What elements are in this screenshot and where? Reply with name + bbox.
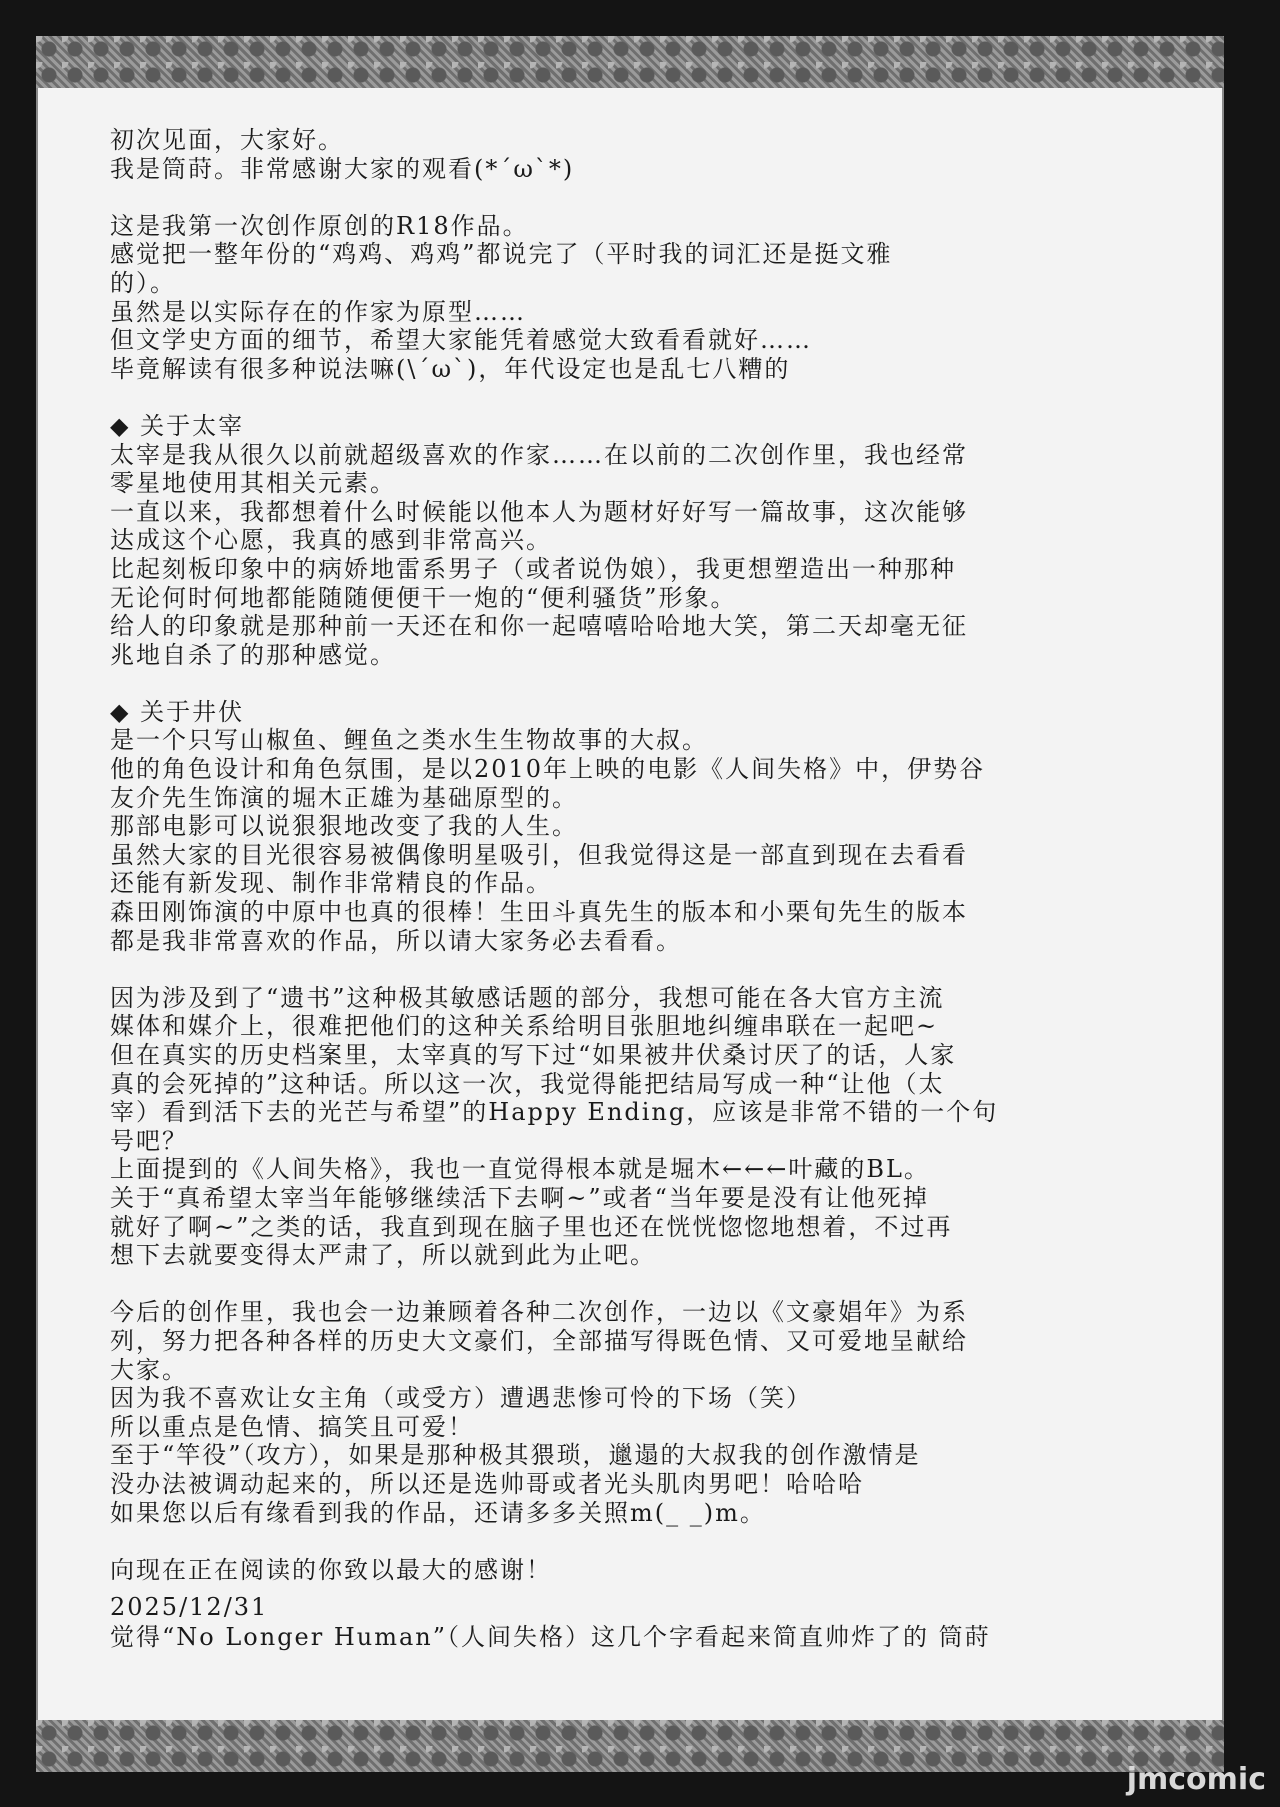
text-line: 今后的创作里，我也会一边兼顾着各种二次创作，一边以《文豪娼年》为系 — [110, 1298, 968, 1327]
text-line: 初次见面，大家好。 — [110, 126, 344, 154]
text-line: 真的会死掉的”这种话。所以这一次，我觉得能把结局写成一种“让他（太 — [110, 1069, 945, 1098]
text-line: 没办法被调动起来的，所以还是选帅哥或者光头肌肉男吧！哈哈哈 — [110, 1469, 864, 1498]
text-line: 关于“真希望太宰当年能够继续活下去啊~”或者“当年要是没有让他死掉 — [110, 1183, 929, 1212]
text-line: 一直以来，我都想着什么时候能以他本人为题材好好写一篇故事，这次能够 — [110, 497, 968, 526]
text-line: 无论何时何地都能随随便便干一炮的“便利骚货”形象。 — [110, 583, 737, 612]
text-line: 是一个只写山椒鱼、鲤鱼之类水生生物故事的大叔。 — [110, 726, 708, 755]
text-line: 虽然是以实际存在的作家为原型…… — [110, 297, 526, 326]
text-line: 向现在正在阅读的你致以最大的感谢！ — [110, 1555, 552, 1584]
text-line: 还能有新发现、制作非常精良的作品。 — [110, 869, 552, 898]
text-line: 因为我不喜欢让女主角（或受方）遭遇悲惨可怜的下场（笑） — [110, 1384, 812, 1413]
text-line: 虽然大家的目光很容易被偶像明星吸引，但我觉得这是一部直到现在去看看 — [110, 840, 968, 869]
paragraph-gap — [110, 383, 1130, 412]
paragraph-gap — [110, 1527, 1130, 1556]
text-line: 上面提到的《人间失格》，我也一直觉得根本就是堀木←←←叶藏的BL。 — [110, 1155, 930, 1184]
text-line: 号吧？ — [110, 1126, 188, 1155]
signoff-date: 2025/12/31 — [110, 1593, 269, 1621]
text-line: 兆地自杀了的那种感觉。 — [110, 640, 396, 669]
text-line: 但在真实的历史档案里，太宰真的写下过“如果被井伏桑讨厌了的话，人家 — [110, 1041, 957, 1069]
text-line: 他的角色设计和角色氛围，是以2010年上映的电影《人间失格》中，伊势谷 — [110, 755, 986, 784]
paragraph-gap — [110, 183, 1130, 212]
text-line: 达成这个心愿，我真的感到非常高兴。 — [110, 526, 552, 555]
text-line: 都是我非常喜欢的作品，所以请大家务必去看看。 — [110, 926, 682, 955]
text-line: 给人的印象就是那种前一天还在和你一起嘻嘻哈哈地大笑，第二天却毫无征 — [110, 612, 968, 641]
text-line: 因为涉及到了“遗书”这种极其敏感话题的部分，我想可能在各大官方主流 — [110, 983, 945, 1012]
text-line: 列，努力把各种各样的历史大文豪们，全部描写得既色情、又可爱地呈献给 — [110, 1326, 968, 1355]
text-line: 就好了啊~”之类的话，我直到现在脑子里也还在恍恍惚惚地想着，不过再 — [110, 1212, 953, 1241]
text-line: 那部电影可以说狠狠地改变了我的人生。 — [110, 812, 578, 841]
text-line: 感觉把一整年份的“鸡鸡、鸡鸡”都说完了（平时我的词汇还是挺文雅 — [110, 240, 893, 269]
paragraph-gap — [110, 1270, 1130, 1299]
signoff — [110, 1592, 1160, 1652]
signoff-line: 觉得“No Longer Human”（人间失格）这几个字看起来简直帅炸了的 筒莳 — [110, 1623, 991, 1651]
text-line: 毕竟解读有很多种说法嘛(\´ω`)，年代设定也是乱七八糟的 — [110, 354, 791, 383]
text-line: 零星地使用其相关元素。 — [110, 469, 396, 498]
decorative-border-top — [36, 36, 1224, 88]
text-line: 但文学史方面的细节，希望大家能凭着感觉大致看看就好…… — [110, 326, 812, 355]
text-line: ◆ 关于太宰 — [110, 411, 245, 440]
text-line: 我是筒莳。非常感谢大家的观看(*´ω`*) — [110, 154, 575, 183]
decorative-border-bottom — [36, 1720, 1224, 1772]
text-line: 比起刻板印象中的病娇地雷系男子（或者说伪娘），我更想塑造出一种那种 — [110, 554, 956, 583]
paragraph-gap — [110, 955, 1130, 984]
text-line: 所以重点是色情、搞笑且可爱！ — [110, 1412, 474, 1441]
text-line: 太宰是我从很久以前就超级喜欢的作家……在以前的二次创作里，我也经常 — [110, 440, 968, 469]
paragraph-gap — [110, 669, 1130, 698]
text-line: 森田刚饰演的中原中也真的很棒！生田斗真先生的版本和小栗旬先生的版本 — [110, 898, 968, 927]
text-line: 想下去就要变得太严肃了，所以就到此为止吧。 — [110, 1241, 656, 1270]
text-line: 这是我第一次创作原创的R18作品。 — [110, 211, 529, 240]
text-line: 至于“竿役”（攻方），如果是那种极其猥琐，邋遢的大叔我的创作激情是 — [110, 1441, 921, 1470]
afterword-text — [110, 126, 1130, 1584]
text-line: 大家。 — [110, 1355, 188, 1384]
text-line: ◆ 关于井伏 — [110, 697, 245, 726]
text-line: 媒体和媒介上，很难把他们的这种关系给明目张胆地纠缠串联在一起吧~ — [110, 1012, 939, 1041]
text-line: 的）。 — [110, 268, 176, 297]
text-line: 宰）看到活下去的光芒与希望”的Happy Ending，应该是非常不错的一个句 — [110, 1098, 999, 1127]
text-line: 友介先生饰演的堀木正雄为基础原型的。 — [110, 783, 578, 812]
watermark-logo: jmcomic — [1126, 1762, 1266, 1797]
text-line: 如果您以后有缘看到我的作品，还请多多关照m(_ _)m。 — [110, 1498, 766, 1527]
